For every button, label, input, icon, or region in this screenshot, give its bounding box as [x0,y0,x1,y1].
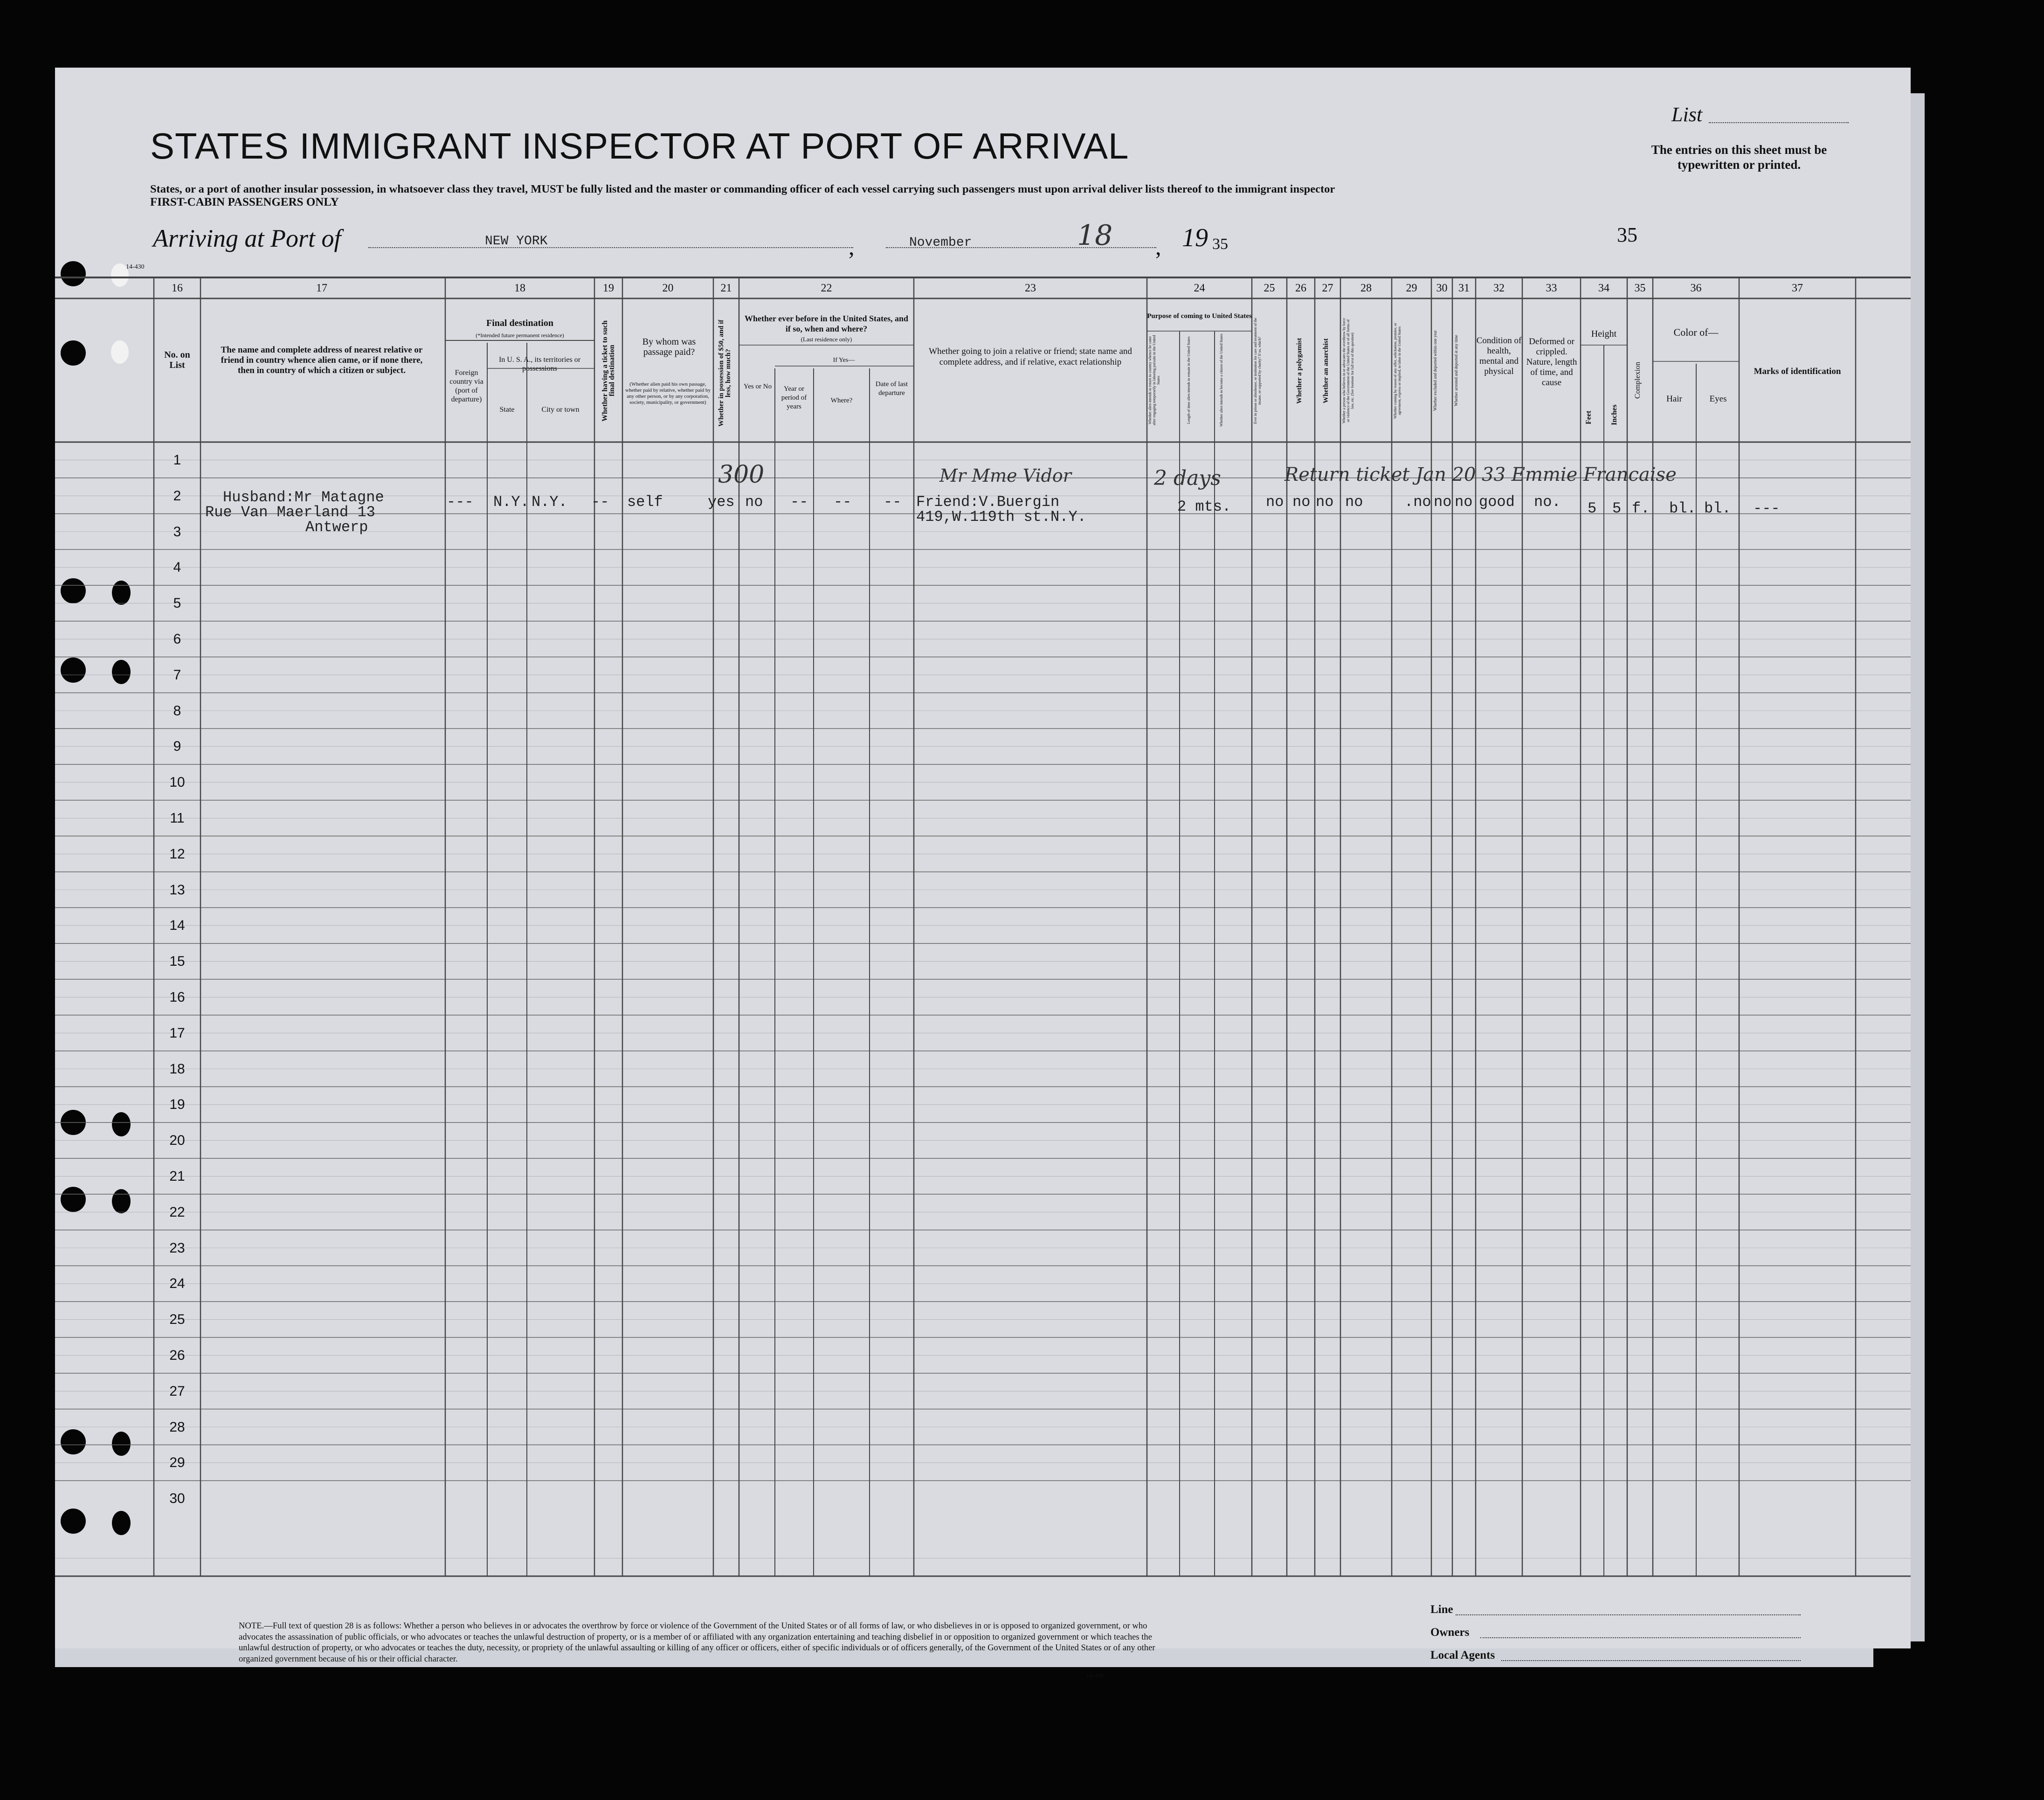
row-number: 7 [173,667,181,683]
period-value: -- [790,493,808,511]
header-final-destination: Final destination [486,318,553,328]
join-line-2: 419,W.119th st.N.Y. [916,508,1086,526]
comma: , [1155,234,1161,260]
row-number: 3 [173,524,181,540]
before-value: no [745,493,763,511]
header-eyes: Eyes [1709,394,1727,404]
line-label: Line [1430,1603,1453,1616]
header-overthrow: Whether a person who believes in or advocates the overthrow by force or violence of the Government of the United States or of all forms of law, etc. (See footnote for full text of this question) [1342,318,1354,423]
row-number: 26 [169,1348,185,1363]
header-purpose-c: Whether alien intends to become a citizen of the United States [1219,333,1223,427]
header-color-of: Color of— [1673,326,1719,338]
row-number: 18 [169,1061,185,1077]
return-note: Return ticket Jan 20 33 Emmie Francaise [1284,464,1677,485]
year-prefix: 19 [1182,223,1208,252]
marks-value: --- [1753,500,1780,517]
coming-value: .no [1404,493,1431,511]
header-deformed: Deformed or crippled. Nature, length of time, and cause [1526,337,1577,388]
col-number: 35 [1634,282,1646,294]
row-number: 21 [169,1169,185,1184]
header-final-destination-sub: (*Intended future permanent residence) [476,332,564,339]
col-number: 36 [1690,282,1702,294]
relative-line-2: Rue Van Maerland 13 [205,504,375,521]
day-value: 18 [1077,219,1113,252]
form-code: 14-430 [126,263,145,270]
handwritten-name: Mr Mme Vidor [939,465,1071,486]
sheet-number: 35 [1617,223,1637,246]
class-line: FIRST-CABIN PASSENGERS ONLY [150,196,339,208]
col-number: 21 [720,282,732,294]
header-ticket: Whether having a ticket to such final destination [601,320,616,422]
header-height: Height [1591,329,1617,339]
col-number: 27 [1322,282,1333,294]
header-hair: Hair [1666,394,1682,404]
col-number: 33 [1546,282,1557,294]
row-number: 2 [173,488,181,504]
row-number: 13 [169,882,185,898]
header-feet: Feet [1585,410,1593,424]
overthrow-value: no [1345,493,1363,511]
header-anarchist: Whether an anarchist [1322,338,1330,403]
inches-value: 5 [1612,500,1622,517]
header-state: State [499,406,515,414]
row-number: 5 [173,595,181,611]
header-complexion: Complexion [1634,361,1642,399]
footer-form-code: 14-430 [1086,1672,1104,1679]
header-arrested: Whether arrested and deported at any time [1454,335,1458,407]
header-in-usa: In U. S. A., its territories or possessions [498,356,581,373]
row-number: 30 [169,1491,185,1507]
header-last-residence: (Last residence only) [801,336,852,343]
row-number: 14 [169,918,185,934]
row-number: 23 [169,1240,185,1256]
line-field[interactable] [1456,1614,1801,1615]
header-purpose: Purpose of coming to United States [1147,312,1252,320]
col-number: 23 [1025,282,1036,294]
row-number: 19 [169,1097,185,1113]
row-number: 4 [173,560,181,575]
header-excluded: Whether excluded and deported within one year [1433,330,1437,411]
col-number: 17 [316,282,327,294]
header-where: Where? [830,397,853,404]
col-number: 30 [1436,282,1448,294]
header-marks: Marks of identification [1754,367,1841,376]
list-label: List [1671,103,1703,126]
col-number: 20 [662,282,674,294]
row-number: 22 [169,1204,185,1220]
join-line-1: Friend:V.Buergin [916,493,1060,511]
header-coming-reason: Whether coming by reason of any offer, solicitation, promise, or agreement, express or implied, to labor in the United States [1393,323,1402,419]
arriving-label: Arriving at Port of [153,224,341,252]
excluded-value: no [1434,493,1452,511]
hair-value: bl. [1669,500,1696,517]
header-no-on-list: No. on List [164,350,190,370]
footnote: NOTE.—Full text of question 28 is as follows: Whether a person who believes in or advocates the overthrow by force or violence of the Government of the United States or of all forms of law, or who disbelieves in or is opposed to organized government, or who advocates the assassination of public officials, or who advocates or teaches the unlawful destruction of property, or is a member of or affiliated with any organization entertaining and teaching disbelief in or opposition to organized government or which teaches the unlawful destruction of property, or who advocates or teaches the duty, necessity, or propriety of the unlawful assaulting or killing of any officer or officers, either of specific individuals or of officers generally, of the Government of the United States or of any other organized government because of his or their official character. [239,1621,1155,1664]
row-number: 12 [169,846,185,862]
row-number: 20 [169,1133,185,1149]
owners-field[interactable] [1480,1637,1801,1638]
ticket-value: -- [591,493,609,511]
row-number: 16 [169,990,185,1005]
header-date-departure: Date of last departure [875,381,908,397]
header-prison: Ever in prison or almshouse, or institution for care and treatment of the insane, or supported by charity? If so, which? [1253,318,1262,424]
row-number: 1 [173,452,181,468]
header-possession: Whether in possession of $50, and if less, how much? [718,319,732,427]
col-number: 31 [1458,282,1470,294]
row-number: 15 [169,954,185,969]
relative-line-3: Antwerp [305,519,368,536]
header-by-whom: By whom was passage paid? [642,337,696,357]
complexion-value: f. [1632,500,1650,517]
port-value: NEW YORK [485,234,548,249]
col-number: 22 [821,282,832,294]
col-number: 25 [1264,282,1275,294]
col-number: 32 [1493,282,1505,294]
col-number: 28 [1360,282,1372,294]
col-number: 37 [1792,282,1803,294]
row-number: 28 [169,1419,185,1435]
header-foreign-country: Foreign country via (port of departure) [449,369,483,403]
header-condition: Condition of health, mental and physical [1476,336,1522,376]
col-number: 29 [1406,282,1417,294]
agents-label: Local Agents [1430,1649,1495,1662]
col-number: 19 [603,282,614,294]
header-purpose-a: Whether alien intends to return to country whence he came after engaging temporarily in laboring pursuits in the United States [1148,335,1160,425]
row-number: 11 [170,810,185,826]
foreign-country-value: --- [447,493,474,511]
header-nearest-relative: The name and complete address of nearest relative or friend in country whence alien came, or if none there, then in country of which a citizen or subject. [221,345,423,375]
header-polygamist: Whether a polygamist [1296,338,1303,404]
row-number: 27 [169,1383,185,1399]
row-number: 6 [173,631,181,647]
header-inches: Inches [1610,404,1618,426]
row-number: 29 [169,1455,185,1471]
stay-value: 2 mts. [1177,498,1231,515]
arrested-value: no [1455,493,1473,511]
health-value: good [1479,493,1515,511]
owners-label: Owners [1430,1626,1470,1639]
departure-value: -- [884,493,902,511]
header-by-whom-sub: (Whether alien paid his own passage, whether paid by relative, whether paid by any other person, or by any corporation, society, municipality, or government) [625,381,711,405]
where-value: -- [834,493,852,511]
header-purpose-b: Length of time alien intends to remain in the United States [1187,336,1191,424]
feet-value: 5 [1588,500,1597,517]
deformed-value: no. [1534,493,1561,511]
relative-line-1: Husband:Mr Matagne [223,489,384,506]
paid-by-value: self [627,493,663,511]
prison-value: no [1266,493,1284,511]
header-year-period: Year or period of years [781,385,807,410]
header-if-yes: If Yes— [833,357,855,364]
anarchist-value: no [1316,493,1334,511]
money-value: 300 [718,461,765,489]
purpose-handwritten: 2 days [1154,466,1221,490]
row-number: 9 [173,739,181,755]
comma: , [849,234,855,260]
row-number: 8 [173,703,181,719]
row-number: 17 [169,1025,185,1041]
subtitle: States, or a port of another insular possession, in whatsoever class they travel, MUST be fully listed and the master or commanding officer of each vessel carrying such passengers must upon arrival deliver lists thereof to the immigrant inspector [150,183,1335,195]
header-city: City or town [541,406,580,414]
page-title: STATES IMMIGRANT INSPECTOR AT PORT OF ARRIVAL [150,125,1129,166]
col-number: 24 [1194,282,1205,294]
city-value: N.Y. [532,493,567,511]
agents-field[interactable] [1501,1660,1801,1661]
eyes-value: bl. [1704,500,1731,517]
row-number: 25 [169,1312,185,1328]
entries-note: The entries on this sheet must be typewritten or printed. [1651,143,1827,172]
polygamist-value: no [1292,493,1311,511]
year-suffix: 35 [1212,235,1228,253]
row-number: 24 [169,1276,185,1292]
header-yes-no: Yes or No [743,383,772,390]
month-value: November [909,235,972,250]
header-joining: Whether going to join a relative or friend; state name and complete address, and if relative, exact relationship [929,346,1132,367]
header-ever-before: Whether ever before in the United States, and if so, when and where? [745,314,908,333]
row-number: 10 [169,775,185,790]
money-note: yes [708,493,735,511]
col-number: 26 [1295,282,1306,294]
col-number: 34 [1598,282,1609,294]
state-value: N.Y. [493,493,529,511]
col-number: 18 [514,282,525,294]
col-number: 16 [172,282,183,294]
